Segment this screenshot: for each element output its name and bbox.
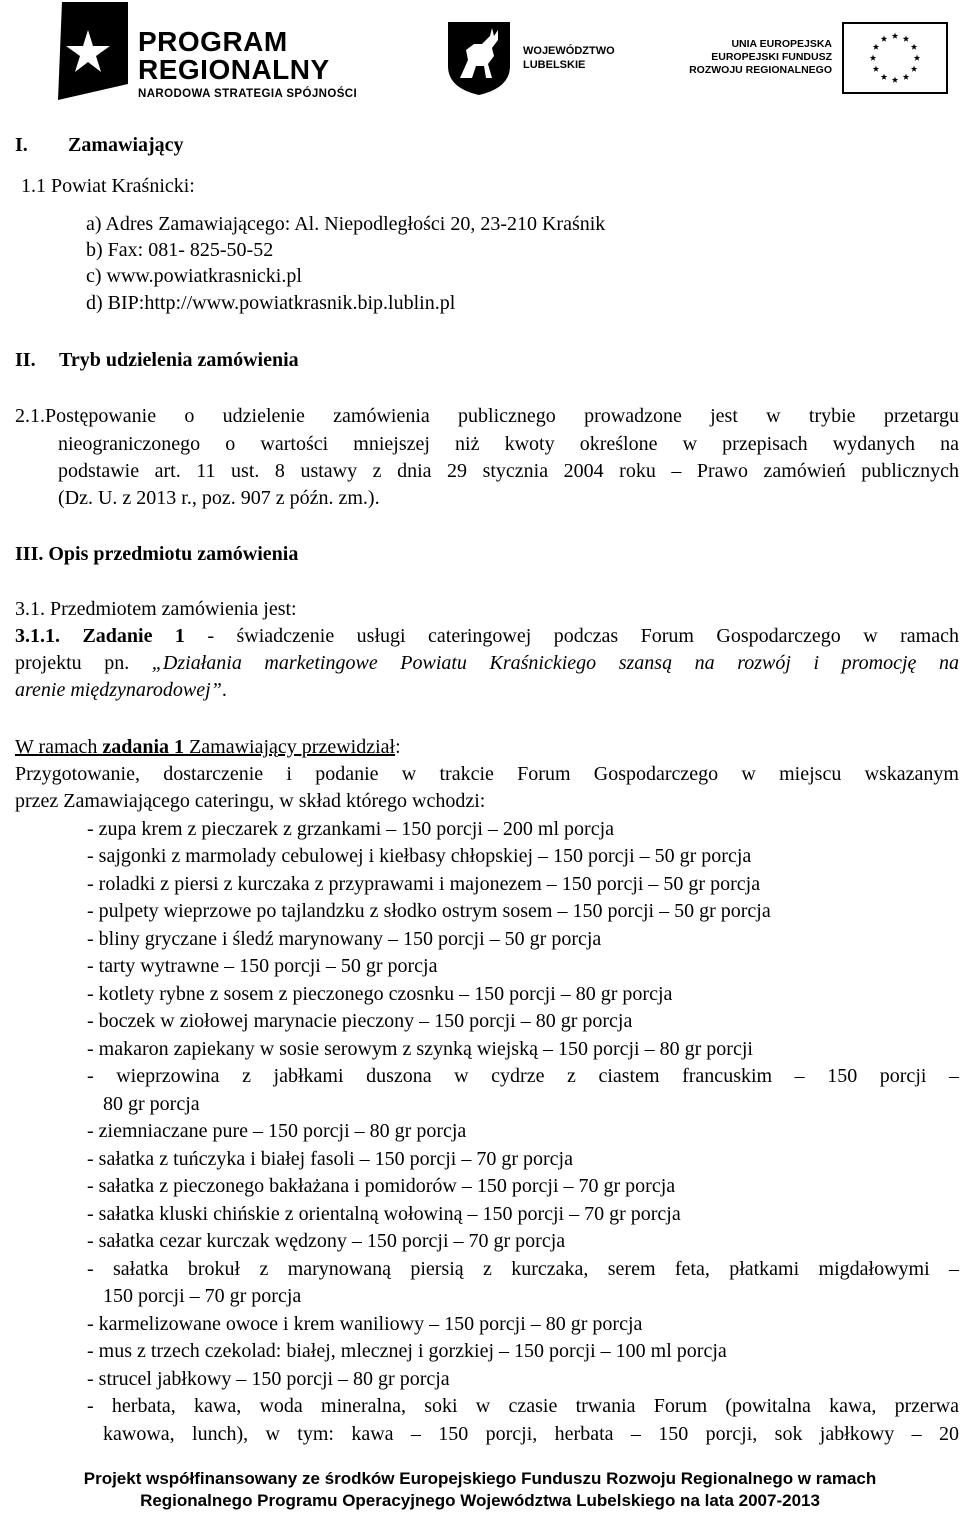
menu-item: - ziemniaczane pure – 150 porcji – 80 gr porcja <box>87 1120 467 1142</box>
procedure-paragraph-line: nieograniczonego o wartości mniejszej niż kwoty określone w przepisach wydanych na <box>58 433 959 455</box>
menu-item: - herbata, kawa, woda mineralna, soki w czasie trwania Forum (powitalna kawa, przerwa <box>87 1395 959 1417</box>
footer-line: Projekt współfinansowany ze środków Europejskiego Funduszu Rozwoju Regionalnego w ramach <box>83 1469 877 1488</box>
menu-item-continuation: kawowa, lunch), w tym: kawa – 150 porcji, herbata – 150 porcji, sok jabłkowy – 20 <box>103 1423 959 1445</box>
menu-item: - sałatka kluski chińskie z orientalną wołowiną – 150 porcji – 70 gr porcja <box>87 1203 681 1225</box>
menu-item: - sałatka brokuł z marynowaną piersią z kurczaka, serem feta, płatkami migdałowymi – <box>87 1258 959 1280</box>
menu-item: - wieprzowina z jabłkami duszona w cydrze z ciastem francuskim – 150 porcji – <box>87 1065 959 1087</box>
wojewodztwo-lubelskie-label: WOJEWÓDZTWO LUBELSKIE <box>523 45 615 71</box>
menu-item: - zupa krem z pieczarek z grzankami – 150 porcji – 200 ml porcja <box>87 818 615 840</box>
menu-item: - kotlety rybne z sosem z pieczonego czosnku – 150 porcji – 80 gr porcja <box>87 983 673 1005</box>
menu-item: - makaron zapiekany w sosie serowym z szynką wiejską – 150 porcji – 80 gr porcji <box>87 1038 753 1060</box>
eu-fund-label: UNIA EUROPEJSKA EUROPEJSKI FUNDUSZ ROZWOJU REGIONALNEGO <box>689 38 832 76</box>
fax-item: b) Fax: 081- 825-50-52 <box>86 239 274 261</box>
menu-item: - roladki z piersi z kurczaka z przyprawami i majonezem – 150 porcji – 50 gr porcja <box>87 873 761 895</box>
procedure-paragraph-line: podstawie art. 11 ust. 8 ustawy z dnia 29 stycznia 2004 roku – Prawo zamówień publicznych <box>58 460 959 482</box>
menu-item: - bliny gryczane i śledź marynowany – 150 porcji – 50 gr porcja <box>87 928 602 950</box>
procedure-paragraph-line: (Dz. U. z 2013 r., poz. 907 z późn. zm.). <box>58 487 380 509</box>
zadanie-description-line: Przygotowanie, dostarczenie i podanie w trakcie Forum Gospodarczego w miejscu wskazanym <box>15 763 959 785</box>
section-2-number: II. <box>15 349 36 371</box>
menu-item: - sałatka cezar kurczak wędzony – 150 porcji – 70 gr porcja <box>87 1230 566 1252</box>
lubelskie-emblem-icon <box>446 20 512 96</box>
menu-item: - mus z trzech czekolad: białej, mlecznej i gorzkiej – 150 porcji – 100 ml porcja <box>87 1340 727 1362</box>
zadanie-intro: W ramach zadania 1 Zamawiający przewidział: <box>15 736 401 758</box>
section-1-number: I. <box>15 134 28 156</box>
menu-item: - sałatka z pieczonego bakłażana i pomidorów – 150 porcji – 70 gr porcja <box>87 1175 676 1197</box>
menu-item: - strucel jabłkowy – 150 porcji – 80 gr porcja <box>87 1368 450 1390</box>
zadanie-1-heading: 3.1.1. Zadanie 1 - świadczenie usługi cateringowej podczas Forum Gospodarczego w ramach <box>15 625 959 647</box>
procedure-paragraph-line: 2.1.Postępowanie o udzielenie zamówienia publicznego prowadzone jest w trybie przetargu <box>15 405 959 427</box>
bip-item: d) BIP:http://www.powiatkrasnik.bip.lublin.pl <box>86 292 456 314</box>
section-1-title: Zamawiający <box>68 134 184 156</box>
program-regionalny-title: PROGRAM REGIONALNY <box>138 26 330 85</box>
menu-item: - karmelizowane owoce i krem waniliowy – 150 porcji – 80 gr porcja <box>87 1313 643 1335</box>
section-1-subheading: 1.1 Powiat Kraśnicki: <box>21 175 195 197</box>
footer-line: Regionalnego Programu Operacyjnego Województwa Lubelskiego na lata 2007-2013 <box>140 1491 820 1510</box>
website-item: c) www.powiatkrasnicki.pl <box>86 265 302 287</box>
menu-item: - pulpety wieprzowe po tajlandzku z słodko ostrym sosem – 150 porcji – 50 gr porcja <box>87 900 771 922</box>
program-regionalny-logo-icon <box>48 2 128 100</box>
address-item: a) Adres Zamawiającego: Al. Niepodległości 20, 23-210 Kraśnik <box>86 213 606 235</box>
menu-item: - sałatka z tuńczyka i białej fasoli – 150 porcji – 70 gr porcja <box>87 1148 573 1170</box>
menu-item-continuation: 150 porcji – 70 gr porcja <box>103 1285 302 1307</box>
eu-flag-icon <box>842 22 948 94</box>
menu-item-continuation: 80 gr porcja <box>103 1093 200 1115</box>
menu-item: - tarty wytrawne – 150 porcji – 50 gr porcja <box>87 955 438 977</box>
logo-bar <box>0 0 960 110</box>
menu-item: - boczek w ziołowej marynacie pieczony – 150 porcji – 80 gr porcja <box>87 1010 633 1032</box>
project-title-line: arenie międzynarodowej”. <box>15 679 227 701</box>
program-regionalny-subtitle: NARODOWA STRATEGIA SPÓJNOŚCI <box>138 88 358 100</box>
section-2-title: Tryb udzielenia zamówienia <box>59 349 299 371</box>
menu-item: - sajgonki z marmolady cebulowej i kiełbasy chłopskiej – 150 porcji – 50 gr porcja <box>87 845 752 867</box>
zadanie-description-line: przez Zamawiającego cateringu, w skład którego wchodzi: <box>15 790 486 812</box>
section-3-subheading: 3.1. Przedmiotem zamówienia jest: <box>15 598 297 620</box>
project-title-line: projektu pn. „Działania marketingowe Powiatu Kraśnickiego szansą na rozwój i promocję na <box>15 652 959 674</box>
section-3-title: III. Opis przedmiotu zamówienia <box>15 543 299 565</box>
